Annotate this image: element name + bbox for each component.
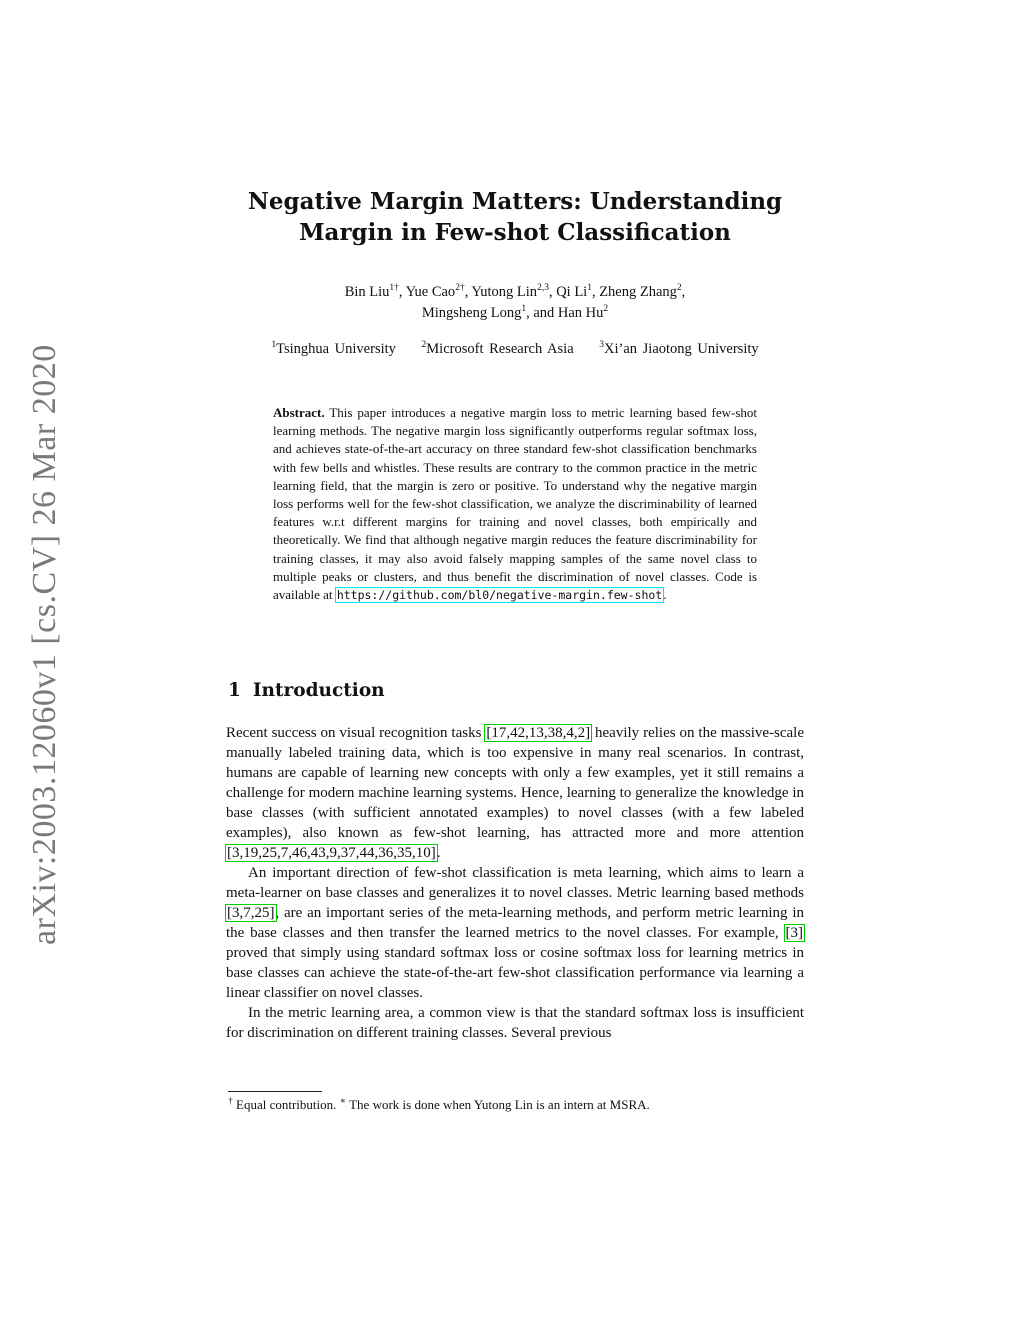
abstract-label: Abstract. <box>273 405 325 420</box>
affiliation-mark: 3 <box>599 340 605 351</box>
footnote-text: Equal contribution. <box>232 1097 340 1112</box>
affiliation-name: Tsinghua University <box>276 341 396 357</box>
paragraph-text: . <box>436 845 441 861</box>
citation-link[interactable]: [3,19,25,7,46,43,9,37,44,36,35,10] <box>227 845 436 861</box>
author-name: Yutong Lin <box>471 284 538 300</box>
author-name: Bin Liu <box>344 284 390 300</box>
author-separator: , and <box>526 305 558 321</box>
citation-link[interactable]: [17,42,13,38,4,2] <box>486 725 591 741</box>
paragraph-text: heavily relies on the massive-scale manually labeled training data, which is too expensive in many real scenarios. In contrast, humans are capable of learning new concepts with only a few examples, yet it still remains a challenge for modern machine learning systems. Hence, learning to generalize the knowledge in base classes (with sufficient annotated examples) to novel classes (with a few labeled examples), also known as few-shot learning, has attracted more and more attention <box>226 725 804 841</box>
author-separator: , <box>398 284 406 300</box>
author-name: Mingsheng Long <box>421 305 522 321</box>
title-line-2: Margin in Few-shot Classification <box>299 219 731 246</box>
author-list <box>230 282 800 324</box>
title-line-1: Negative Margin Matters: Understanding <box>247 188 783 215</box>
affiliation-item <box>271 341 396 357</box>
author-separator: , <box>548 284 557 300</box>
author-name: Yue Cao <box>405 284 456 300</box>
section-heading-introduction <box>228 680 385 701</box>
author-affiliation-mark: 2,3 <box>537 283 549 294</box>
author-affiliation-mark: 1 <box>587 283 592 294</box>
paragraph-text: In the metric learning area, a common view is that the standard softmax loss is insufficient for discrimination on different training classes. Several previous <box>226 1005 804 1041</box>
author-affiliation-mark: 1 <box>521 304 527 315</box>
citation-link[interactable]: [3] <box>785 925 803 941</box>
author-line-1 <box>230 282 800 303</box>
author-affiliation-mark: 2† <box>455 283 465 294</box>
footnote-text: The work is done when Yutong Lin is an intern at MSRA. <box>346 1097 650 1112</box>
affiliation-mark: 1 <box>271 340 277 351</box>
paragraph-text: An important direction of few-shot classification is meta learning, which aims to learn a meta-learner on base classes and generalizes it to novel classes. Metric learning based methods <box>226 865 804 901</box>
paragraph-text: proved that simply using standard softmax loss or cosine softmax loss for learning metrics in base classes can achieve the state-of-the-art few-shot classification performance via learning a linear classifier on novel classes. <box>226 945 804 1001</box>
footnote-mark: † <box>228 1096 233 1107</box>
section-number: 1 <box>228 680 241 701</box>
affiliation-item <box>599 341 758 357</box>
author-affiliation-mark: 2 <box>603 304 609 315</box>
footnote-mark: ∗ <box>339 1096 347 1107</box>
author-separator: , <box>681 284 686 300</box>
author-affiliation-mark: 1† <box>389 283 399 294</box>
author-name: Qi Li <box>556 284 588 300</box>
footnote <box>228 1096 650 1114</box>
author-separator: , <box>591 284 600 300</box>
paragraph <box>226 863 804 1003</box>
author-separator: , <box>464 284 472 300</box>
introduction-body <box>226 723 804 1043</box>
affiliation-name: Xi’an Jiaotong University <box>604 341 759 357</box>
paragraph <box>226 723 804 863</box>
paper-title <box>230 186 800 248</box>
author-affiliation-mark: 2 <box>676 283 682 294</box>
abstract-text: This paper introduces a negative margin loss to metric learning based few-shot learning methods. The negative margin loss significantly outperforms regular softmax loss, and achieves state-of-the-art accuracy on three standard few-shot classification benchmarks with few bells and whistles. These results are contrary to the common practice in the metric learning field, that the margin is zero or positive. To understand why the negative margin loss performs well for the few-shot classification, we analyze the discriminability of learned features w.r.t different margins for training and novel classes, both empirically and theoretically. We find that although negative margin reduces the feature discriminability for training classes, it may also avoid falsely mapping samples of the same novel class to multiple peaks or clusters, and thus benefit the discrimination of novel classes. Code is available at <box>273 405 758 603</box>
affiliation-list <box>200 339 830 359</box>
author-name: Han Hu <box>557 305 604 321</box>
author-line-2 <box>230 303 800 324</box>
arxiv-identifier-stamp: arXiv:2003.12060v1 [cs.CV] 26 Mar 2020 <box>26 344 63 945</box>
affiliation-mark: 2 <box>421 340 427 351</box>
paragraph-text: Recent success on visual recognition tasks <box>226 725 486 741</box>
author-name: Zheng Zhang <box>599 284 677 300</box>
paragraph-text: , are an important series of the meta-learning methods, and perform metric learning in the base classes and then transfer the learned metrics to the novel classes. For example, <box>226 905 804 941</box>
abstract-block <box>273 404 757 604</box>
footnote-divider <box>228 1091 322 1092</box>
code-url-link[interactable]: https://github.com/bl0/negative-margin.few-shot <box>336 588 663 603</box>
affiliation-name: Microsoft Research Asia <box>426 341 574 357</box>
abstract-end: . <box>663 587 667 603</box>
citation-link[interactable]: [3,7,25] <box>227 905 275 921</box>
paragraph <box>226 1003 804 1043</box>
affiliation-item <box>422 341 574 357</box>
section-title: Introduction <box>252 680 385 701</box>
